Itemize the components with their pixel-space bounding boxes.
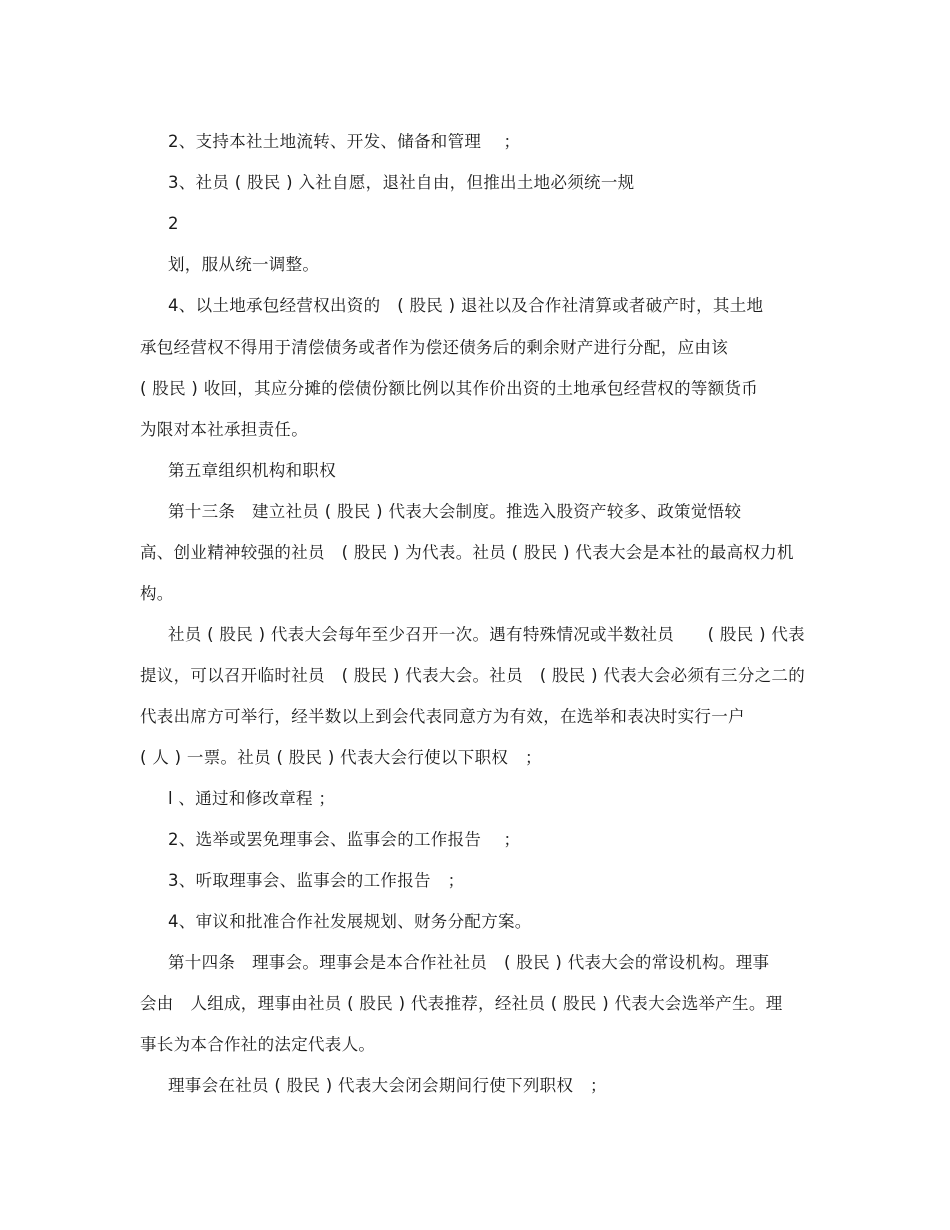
article-14: 第十四条 理事会。理事会是本合作社社员 ( 股民 ) 代表大会的常设机构。理事 <box>168 953 770 972</box>
list-item-4: 4、审议和批准合作社发展规划、财务分配方案。 <box>168 912 532 931</box>
list-item-1: l 、通过和修改章程 ； <box>168 789 336 808</box>
paragraph-start: 社员 ( 股民 ) 代表大会每年至少召开一次。遇有特殊情况或半数社员 ( 股民 ) 代表 <box>168 625 805 644</box>
article-13: 第十三条 建立社员 ( 股民 ) 代表大会制度。推选入股资产较多、政策觉悟较 <box>168 502 742 521</box>
text-line: 承包经营权不得用于清偿债务或者作为偿还债务后的剩余财产进行分配，应由该 <box>140 338 728 357</box>
list-item-3: 3、社员 ( 股民 ) 入社自愿，退社自由，但推出土地必须统一规 <box>168 173 635 192</box>
text-line: 事长为本合作社的法定代表人。 <box>140 1035 376 1054</box>
text-line: 会由 人组成，理事由社员 ( 股民 ) 代表推荐，经社员 ( 股民 ) 代表大会选举产生。理 <box>140 994 783 1013</box>
paragraph-start: 理事会在社员 ( 股民 ) 代表大会闭会期间行使下列职权 ； <box>168 1076 607 1095</box>
text-line: 提议，可以召开临时社员 ( 股民 ) 代表大会。社员 ( 股民 ) 代表大会必须有三分之二的 <box>140 666 806 685</box>
text-line: 为限对本社承担责任。 <box>140 420 308 439</box>
list-item-2: 2、选举或罢免理事会、监事会的工作报告 ； <box>168 830 521 849</box>
text-line: ( 股民 ) 收回，其应分摊的偿债份额比例以其作价出资的土地承包经营权的等额货币 <box>140 379 759 398</box>
text-line: 构。 <box>140 584 174 603</box>
page-number: 2 <box>168 214 179 233</box>
chapter-heading: 第五章组织机构和职权 <box>168 461 336 480</box>
list-item-2: 2、支持本社土地流转、开发、储备和管理 ； <box>168 132 521 151</box>
text-line: 高、创业精神较强的社员 ( 股民 ) 为代表。社员 ( 股民 ) 代表大会是本社的最高权力机 <box>140 543 794 562</box>
text-line: 代表出席方可举行，经半数以上到会代表同意方为有效，在选举和表决时实行一户 <box>140 707 745 726</box>
list-item-3-continued: 划，服从统一调整。 <box>168 255 320 274</box>
list-item-3: 3、听取理事会、监事会的工作报告 ； <box>168 871 465 890</box>
list-item-4: 4、以土地承包经营权出资的 ( 股民 ) 退社以及合作社清算或者破产时，其土地 <box>168 296 764 315</box>
text-line: ( 人 ) 一票。社员 ( 股民 ) 代表大会行使以下职权 ； <box>140 748 542 767</box>
